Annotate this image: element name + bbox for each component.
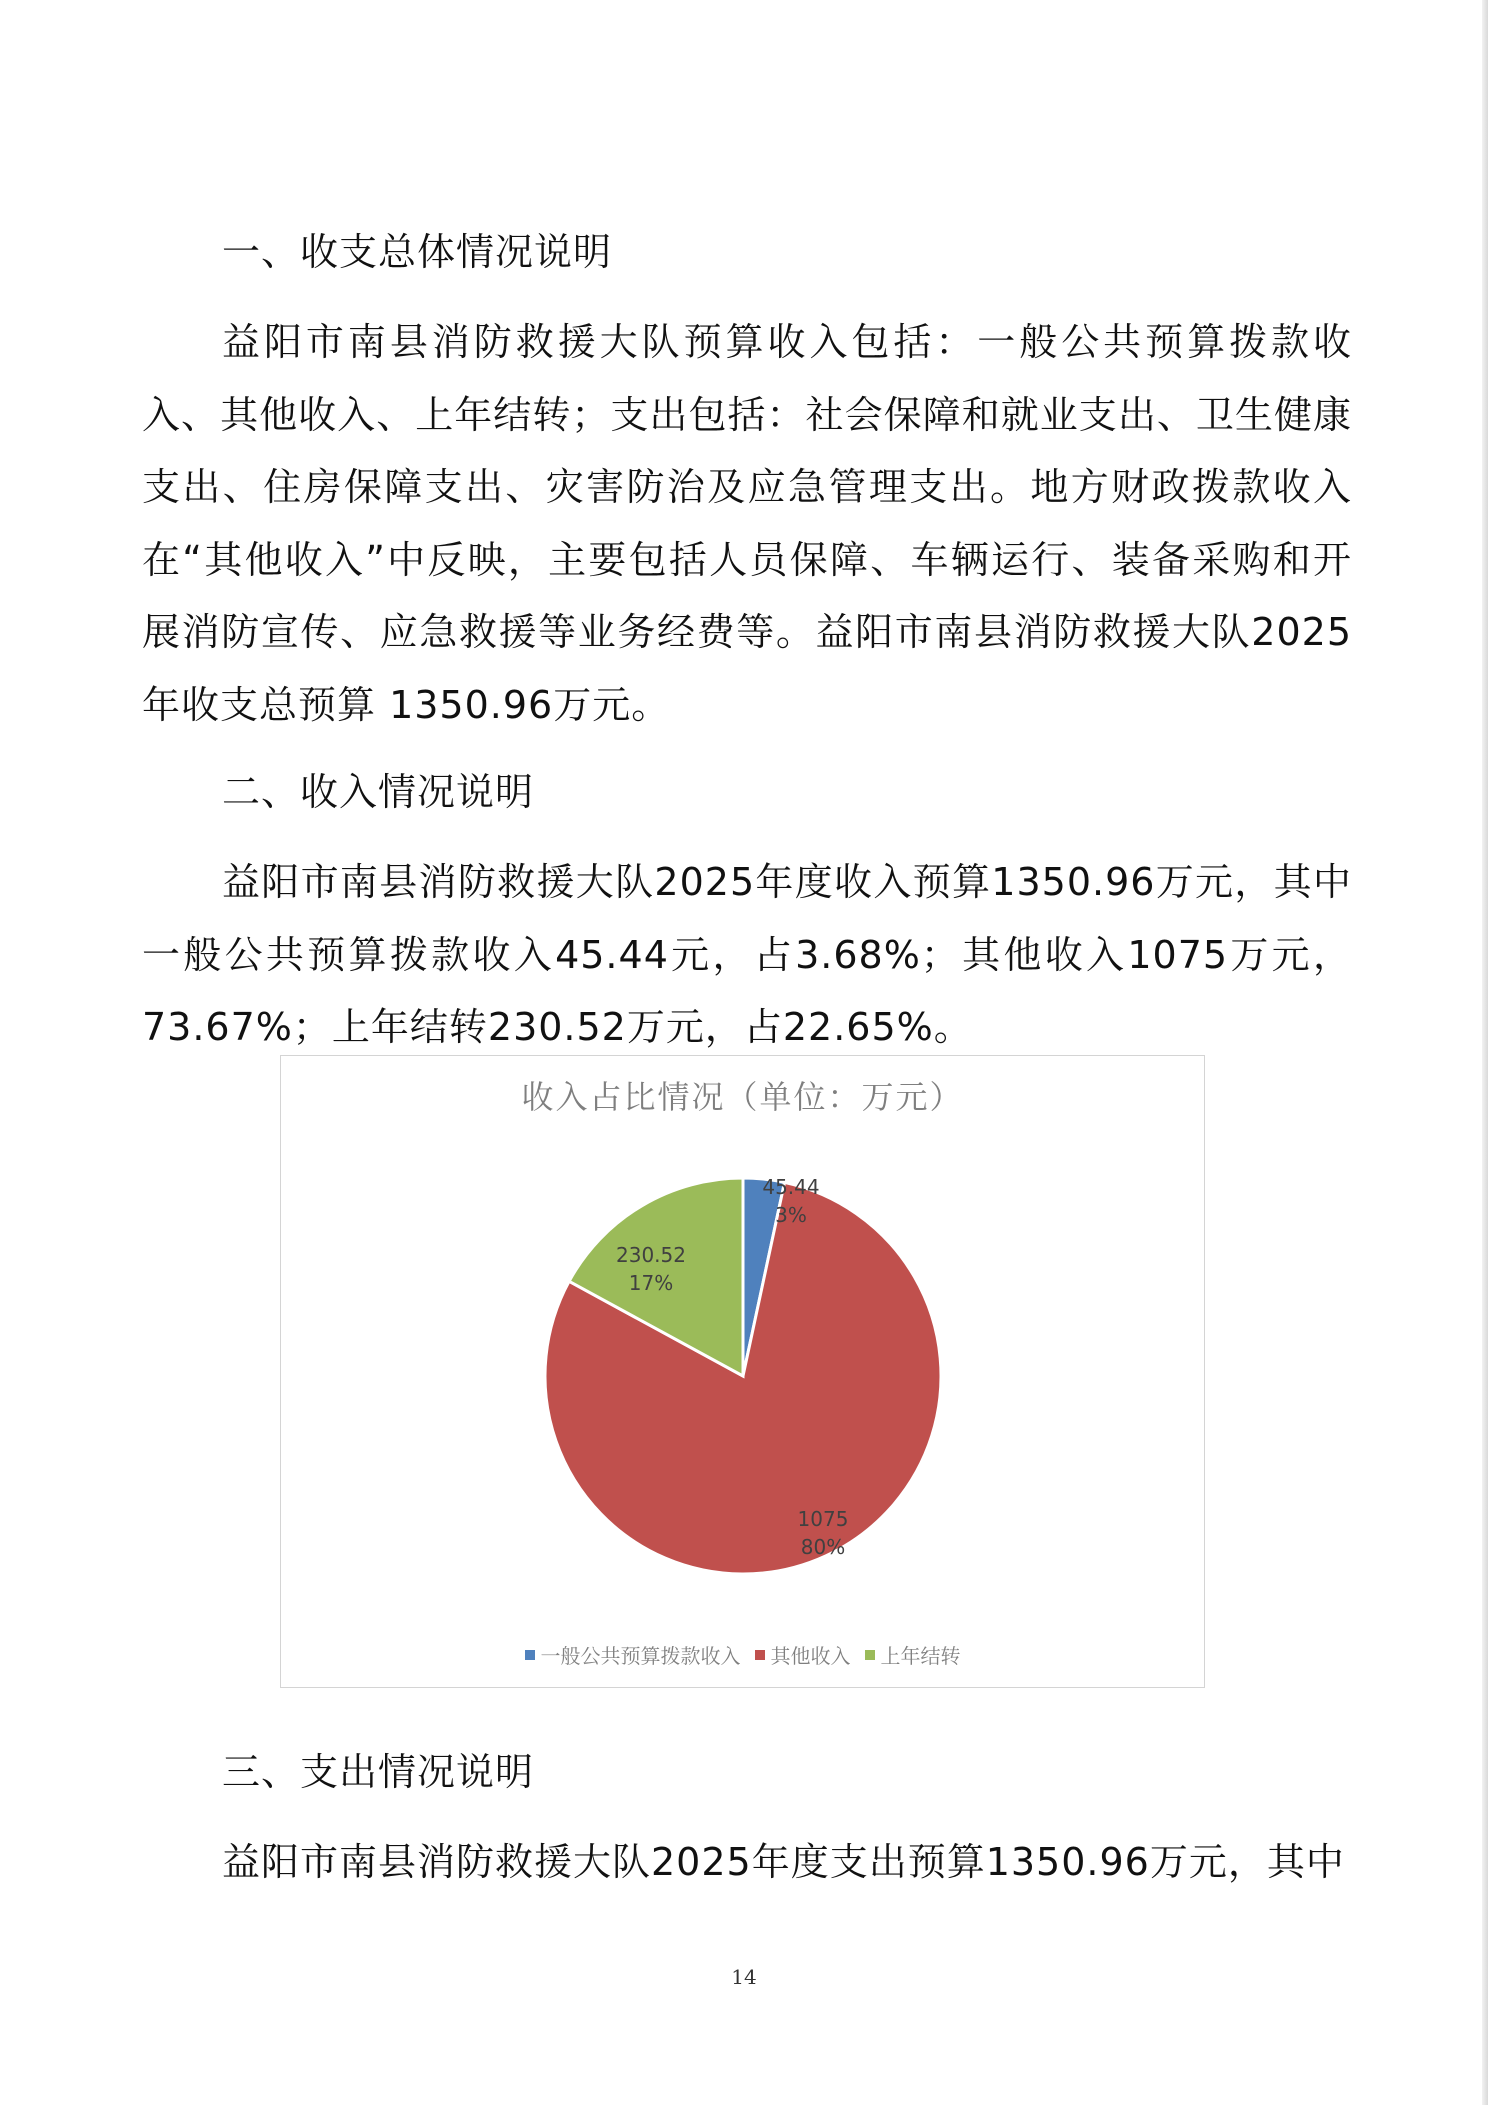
legend-label: 一般公共预算拨款收入 — [540, 1644, 741, 1668]
legend-item — [755, 1640, 851, 1669]
section3-heading: 三、支出情况说明 — [222, 1750, 535, 1794]
label-carryover: 230.52 17% — [616, 1243, 686, 1295]
chart-title: 收入占比情况（单位：万元） — [521, 1078, 964, 1116]
income-pie-chart — [280, 1055, 1205, 1688]
section1-paragraph: 益阳市南县消防救援大队预算收入包括：一般公共预算拨款收入、其他收入、上年结转；支出包括：社会保障和就业支出、卫生健康支出、住房保障支出、灾害防治及应急管理支出。地方财政拨款收入在“其他收入”中反映，主要包括人员保障、车辆运行、装备采购和开展消防宣传、应急救援等业务经费等。益阳市南县消防救援大队2025年收支总预算 1350.96万元。 — [142, 320, 1352, 727]
legend-item — [865, 1640, 961, 1669]
legend-label: 上年结转 — [880, 1644, 961, 1668]
label-general-budget: 45.44 3% — [762, 1175, 820, 1227]
pie-svg — [281, 1056, 1206, 1689]
page-edge — [1482, 0, 1488, 2105]
section1-heading: 一、收支总体情况说明 — [222, 230, 613, 274]
section3-paragraph: 益阳市南县消防救援大队2025年度支出预算1350.96万元，其中 — [222, 1840, 1345, 1884]
section2-paragraph: 益阳市南县消防救援大队2025年度收入预算1350.96万元，其中一般公共预算拨款收入45.44元，占3.68%；其他收入1075万元，73.67%；上年结转230.52万元，占22.65%。 — [142, 860, 1352, 1049]
page-number: 14 — [731, 1965, 757, 1989]
legend-swatch — [755, 1650, 765, 1660]
section2-heading: 二、收入情况说明 — [222, 770, 535, 814]
legend-swatch — [865, 1650, 875, 1660]
legend-item — [525, 1640, 741, 1669]
legend-label: 其他收入 — [770, 1644, 851, 1668]
label-other-income: 1075 80% — [797, 1507, 849, 1559]
chart-legend — [281, 1640, 1204, 1669]
legend-swatch — [525, 1650, 535, 1660]
